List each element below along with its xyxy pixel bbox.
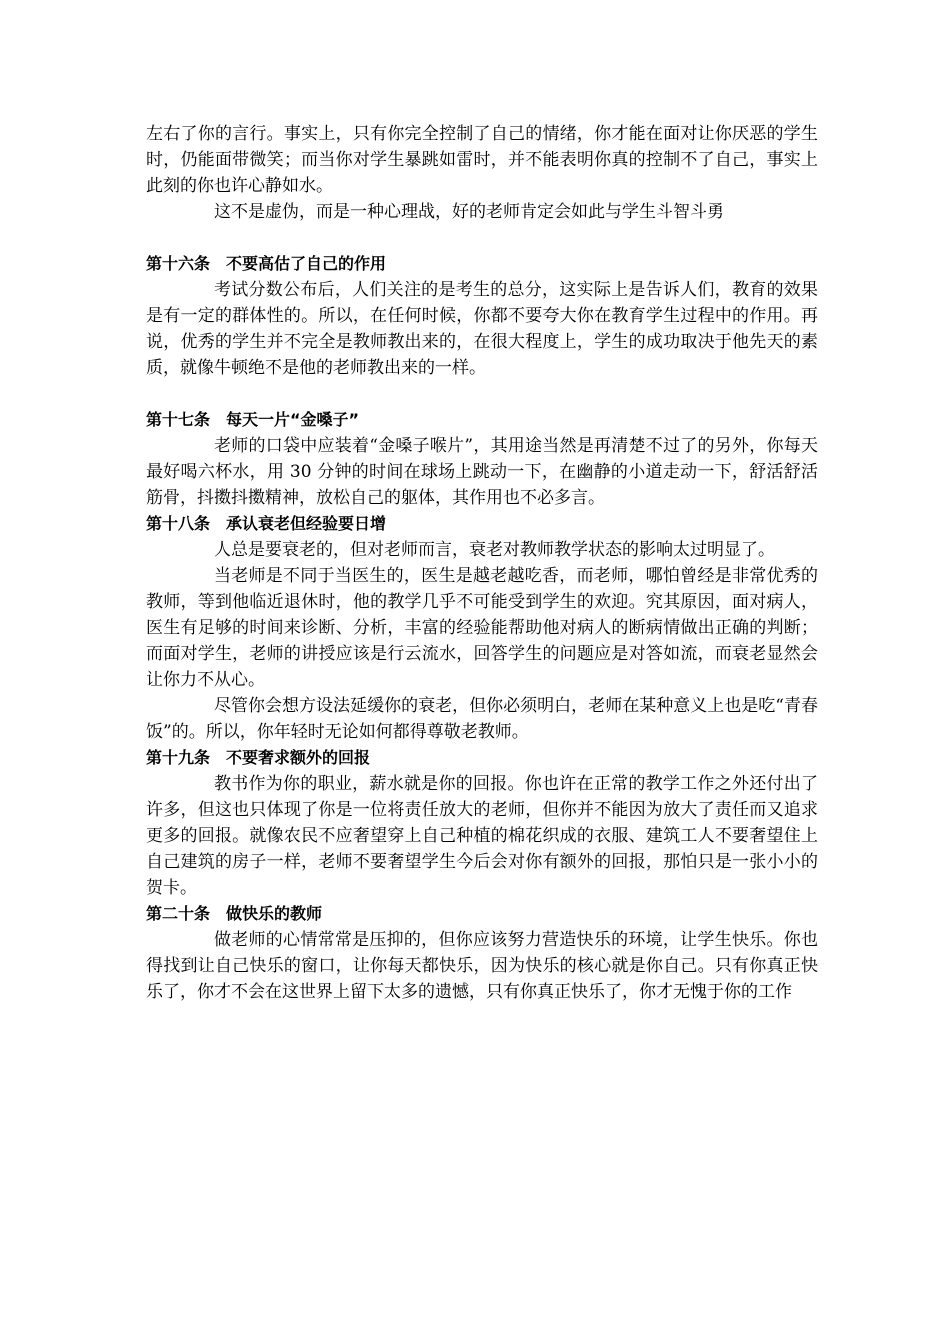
spacer [146,381,818,407]
section-16-paragraph-1: 考试分数公布后，人们关注的是考生的总分，这实际上是告诉人们，教育的效果是有一定的群体性的。所以，在任何时候，你都不要夸大你在教育学生过程中的作用。再说，优秀的学生并不完全是教师教出来的，在很大程度上，学生的成功取决于他先天的素质，就像牛顿绝不是他的老师教出来的一样。 [146,280,818,378]
section-20-paragraph-1: 做老师的心情常常是压抑的，但你应该努力营造快乐的环境，让学生快乐。你也得找到让自己快乐的窗口，让你每天都快乐，因为快乐的核心就是你自己。只有你真正快乐了，你才不会在这世界上留下太多的遗憾，只有你真正快乐了，你才无愧于你的工作 [146,930,818,1002]
section-17-paragraph-1: 老师的口袋中应装着“金嗓子喉片”，其用途当然是再清楚不过了的另外，你每天最好喝六杯水，用 30 分钟的时间在球场上跳动一下，在幽静的小道走动一下，舒活舒活筋骨，抖擞抖擞精神，放松自己的躯体，其作用也不必多言。 [146,436,818,508]
document-page [146,121,818,1005]
section-18-paragraph-1: 人总是要衰老的，但对老师而言，衰老对教师教学状态的影响太过明显了。 [214,540,775,560]
section-18-paragraph-3: 尽管你会想方设法延缓你的衰老，但你必须明白，老师在某种意义上也是吃“青春饭”的。所以，你年轻时无论如何都得尊敬老教师。 [146,696,818,742]
section-16-title: 第十六条 不要高估了自己的作用 [146,254,387,273]
section-17-title: 第十七条 每天一片“金嗓子” [146,410,360,429]
section-19-title: 第十九条 不要奢求额外的回报 [146,748,371,767]
spacer [146,225,818,251]
intro-paragraph-1: 左右了你的言行。事实上，只有你完全控制了自己的情绪，你才能在面对让你厌恶的学生时，仍能面带微笑；而当你对学生暴跳如雷时，并不能表明你真的控制不了自己，事实上此刻的你也许心静如水。 [146,124,818,196]
section-18-title: 第十八条 承认衰老但经验要日增 [146,514,387,533]
intro-paragraph-2: 这不是虚伪，而是一种心理战，好的老师肯定会如此与学生斗智斗勇 [214,202,724,222]
section-19-paragraph-1: 教书作为你的职业，薪水就是你的回报。你也许在正常的教学工作之外还付出了许多，但这也只体现了你是一位将责任放大的老师，但你并不能因为放大了责任而又追求更多的回报。就像农民不应奢望穿上自己种植的棉花织成的衣服、建筑工人不要奢望住上自己建筑的房子一样，老师不要奢望学生今后会对你有额外的回报，那怕只是一张小小的贺卡。 [146,774,818,898]
section-20-title: 第二十条 做快乐的教师 [146,904,323,923]
section-18-paragraph-2: 当老师是不同于当医生的，医生是越老越吃香，而老师，哪怕曾经是非常优秀的教师，等到他临近退休时，他的教学几乎不可能受到学生的欢迎。究其原因，面对病人，医生有足够的时间来诊断、分析，丰富的经验能帮助他对病人的断病情做出正确的判断；而面对学生，老师的讲授应该是行云流水，回答学生的问题应是对答如流，而衰老显然会让你力不从心。 [146,566,818,690]
